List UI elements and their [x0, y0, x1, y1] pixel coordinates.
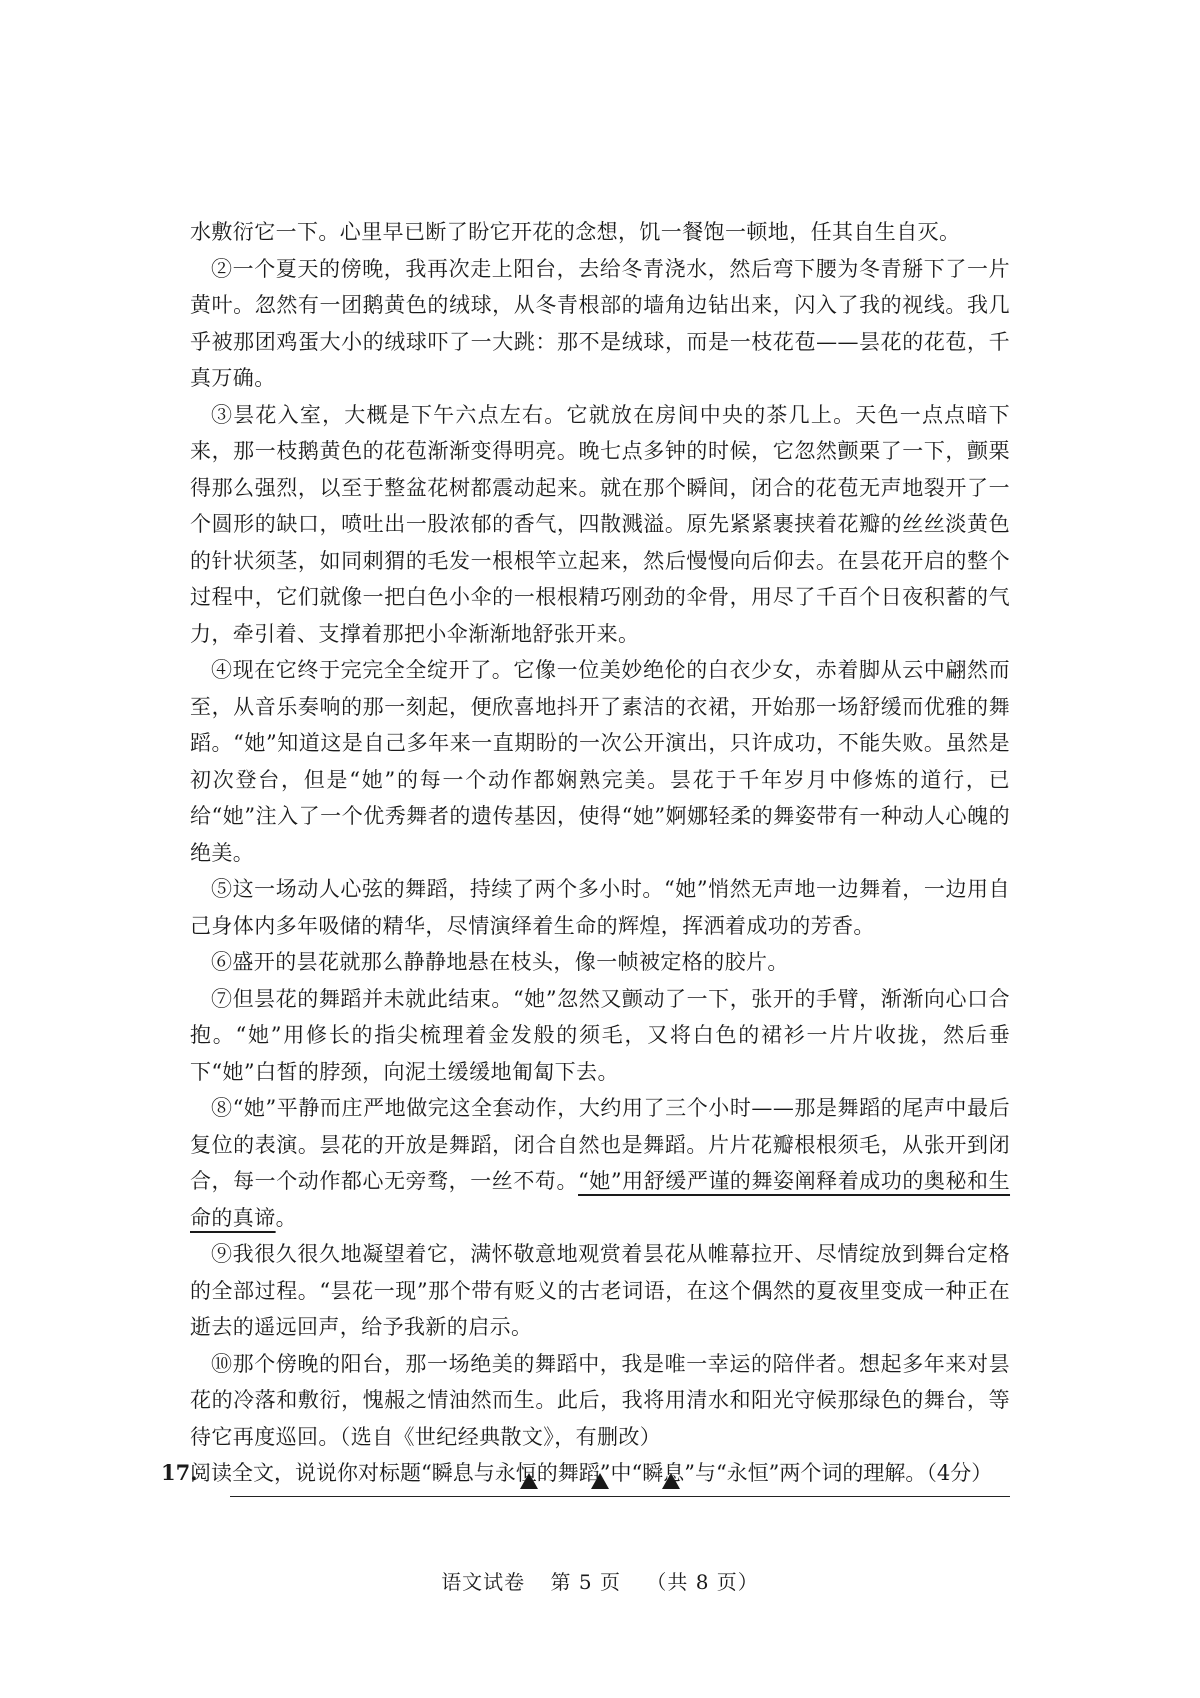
paragraph-2 — [190, 251, 1010, 397]
paragraph-8 — [190, 1090, 1010, 1236]
paragraph-text: 水敷衍它一下。心里早已断了盼它开花的念想，饥一餐饱一顿地，任其自生自灭。 — [190, 220, 961, 244]
paragraph-number: ⑨ — [211, 1242, 233, 1266]
paragraph-number: ⑤ — [211, 877, 233, 901]
paragraph-text: 这一场动人心弦的舞蹈，持续了两个多小时。“她”悄然无声地一边舞着，一边用自己身体内多年吸储的精华，尽情演绎着生命的辉煌，挥洒着成功的芳香。 — [190, 877, 1010, 938]
footer-total-pages: （共 8 页） — [646, 1570, 759, 1594]
paragraph-4 — [190, 652, 1010, 871]
paragraph-text: 一个夏天的傍晚，我再次走上阳台，去给冬青浇水，然后弯下腰为冬青掰下了一片黄叶。忽然有一团鹅黄色的绒球，从冬青根部的墙角边钻出来，闪入了我的视线。我几乎被那团鸡蛋大小的绒球吓了一大跳：那不是绒球，而是一枝花苞——昙花的花苞，千真万确。 — [190, 256, 1010, 390]
paragraph-number: ⑥ — [211, 950, 233, 974]
paragraph-number: ⑩ — [211, 1351, 233, 1376]
triangle-icon — [591, 1473, 609, 1489]
paragraph-number: ② — [211, 256, 233, 281]
paragraph-6 — [190, 944, 1010, 981]
paragraph-text: 现在它终于完完全全绽开了。它像一位美妙绝伦的白衣少女，赤着脚从云中翩然而至，从音乐奏响的那一刻起，便欣喜地抖开了素洁的衣裙，开始那一场舒缓而优雅的舞蹈。“她”知道这是自己多年来一直期盼的一次公开演出，只许成功，不能失败。虽然是初次登台，但是“她”的每一个动作都娴熟完美。昙花于千年岁月中修炼的道行，已给“她”注入了一个优秀舞者的遗传基因，使得“她”婀娜轻柔的舞姿带有一种动人心魄的绝美。 — [190, 658, 1010, 865]
article-body — [161, 214, 1011, 1492]
footer-page-number: 第 5 页 — [550, 1570, 621, 1594]
paragraph-7 — [190, 981, 1010, 1091]
paragraph-tail: 。 — [275, 1205, 298, 1230]
paragraph-text: 盛开的昙花就那么静静地悬在枝头，像一帧被定格的胶片。 — [232, 950, 789, 974]
footer-subject: 语文试卷 — [441, 1570, 526, 1594]
paragraph-text: 我很久很久地凝望着它，满怀敬意地观赏着昙花从帷幕拉开、尽情绽放到舞台定格的全部过程。“昙花一现”那个带有贬义的古老词语，在这个偶然的夏夜里变成一种正在逝去的遥远回声，给予我新的启示。 — [190, 1242, 1010, 1339]
paragraph-number: ③ — [211, 402, 234, 427]
answer-line[interactable] — [230, 1496, 1010, 1497]
question-number: 17. — [161, 1460, 198, 1485]
underlined-sentence: “她”用舒缓严谨的舞姿阐释着成功的奥秘和生命的真谛 — [190, 1169, 1011, 1230]
triangle-icon — [662, 1473, 680, 1489]
paragraph-text: 那个傍晚的阳台，那一场绝美的舞蹈中，我是唯一幸运的陪伴者。想起多年来对昙花的冷落和敷衍，愧赧之情油然而生。此后，我将用清水和阳光守候那绿色的舞台，等待它再度巡回。（选自《世纪经典散文》，有删改） — [190, 1351, 1010, 1449]
paragraph-9 — [190, 1236, 1010, 1346]
paragraph-10 — [190, 1346, 1010, 1456]
paragraph-number: ⑦ — [211, 986, 233, 1011]
question-text: 阅读全文，说说你对标题“瞬息与永恒的舞蹈”中“瞬息”与“永恒”两个词的理解。（4分） — [190, 1461, 993, 1485]
paragraph-3 — [190, 397, 1010, 653]
paragraph-number: ⑧ — [211, 1096, 233, 1120]
page-footer — [0, 1566, 1200, 1595]
answer-area-marker — [520, 1466, 680, 1496]
paragraph-text: 但昙花的舞蹈并未就此结束。“她”忽然又颤动了一下，张开的手臂，渐渐向心口合抱。“她”用修长的指尖梳理着金发般的须毛，又将白色的裙衫一片片收拢，然后垂下“她”白皙的脖颈，向泥土缓缓地匍匐下去。 — [190, 986, 1010, 1084]
paragraph-number: ④ — [211, 658, 233, 682]
paragraph-continued — [190, 214, 1010, 251]
paragraph-5 — [190, 871, 1010, 944]
triangle-icon — [520, 1473, 538, 1489]
paragraph-text: “她”平静而庄严地做完这全套动作，大约用了三个小时——那是舞蹈的尾声中最后复位的表演。昙花的开放是舞蹈，闭合自然也是舞蹈。片片花瓣根根须毛，从张开到闭合，每一个动作都心无旁骛，一丝不苟。 — [190, 1096, 1010, 1193]
paragraph-text: 昙花入室，大概是下午六点左右。它就放在房间中央的茶几上。天色一点点暗下来，那一枝鹅黄色的花苞渐渐变得明亮。晚七点多钟的时候，它忽然颤栗了一下，颤栗得那么强烈，以至于整盆花树都震动起来。就在那个瞬间，闭合的花苞无声地裂开了一个圆形的缺口，喷吐出一股浓郁的香气，四散溅溢。原先紧紧裹挟着花瓣的丝丝淡黄色的针状须茎，如同刺猬的毛发一根根竿立起来，然后慢慢向后仰去。在昙花开启的整个过程中，它们就像一把白色小伞的一根根精巧刚劲的伞骨，用尽了千百个日夜积蓄的气力，牵引着、支撑着那把小伞渐渐地舒张开来。 — [190, 402, 1010, 646]
